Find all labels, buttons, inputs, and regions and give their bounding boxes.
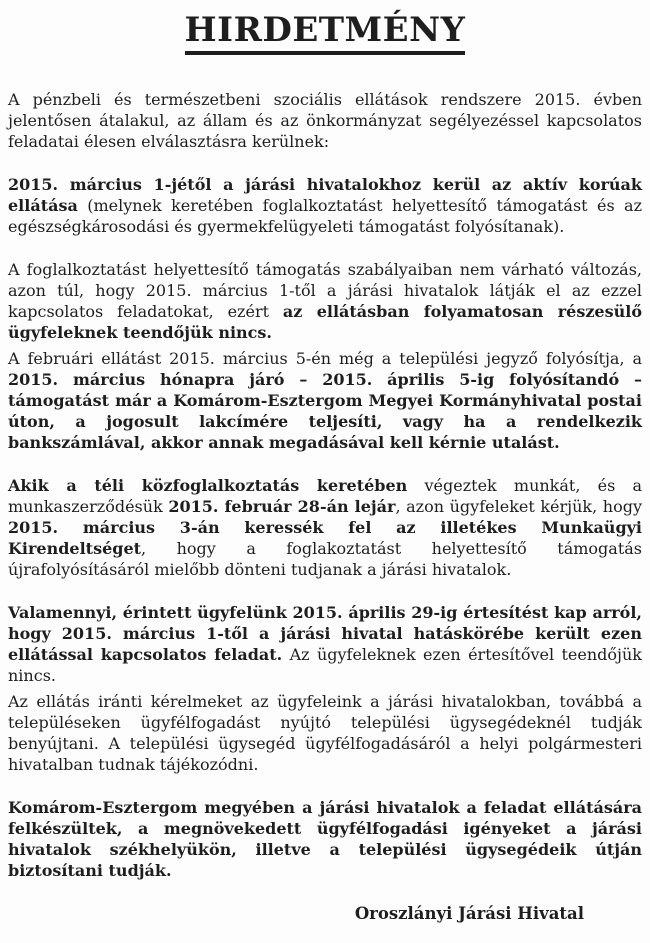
bold-text-run: Valamennyi, érintett ügyfelünk 2015. április 29-ig értesítést kap arról, hogy 2015. március 1-től a járási hivatal hatáskörébe került ezen ellátással kapcsolatos feladat. [8, 603, 642, 664]
paragraph-megyei-felkeszules [8, 797, 642, 881]
document-title-row [8, 10, 642, 55]
bold-text-run: 2015. március hónapra járó – 2015. április 5-ig folyósítandó – támogatást már a Komárom-Esztergom Megyei Kormányhivatal postai úton, a jogosult lakcímére teljesíti, vagy ha a rendelkezik bankszámlával, akkor annak megadásával kell kérnie utalást. [8, 370, 642, 452]
bold-text-run: 2015. március 3-án keressék fel az illetékes Munkaügyi Kirendeltséget [8, 518, 642, 558]
bold-text-run: Akik a téli közfoglalkoztatás keretében [8, 476, 408, 495]
paragraph-teli-kozfoglalkoztatas [8, 475, 642, 580]
text-run: Az ügyfeleknek ezen értesítővel teendőjük nincs. [8, 645, 642, 685]
text-run: (melynek keretében foglalkoztatást helyettesítő támogatást és az egészségkárosodási és gyermekfelügyeleti támogatást folyósítanak). [8, 196, 642, 236]
paragraph-fht-szabalyok [8, 259, 642, 343]
bold-text-run: 2015. február 28-án lejár [168, 497, 396, 516]
bold-text-run: 2015. március 1-jétől a járási hivatalokhoz kerül az aktív korúak ellátása [8, 175, 642, 215]
paragraph-februari-ellatas [8, 348, 642, 453]
paragraph-kerelmek-benyujtasa [8, 691, 642, 775]
bold-text-run: Komárom-Esztergom megyében a járási hivatalok a feladat ellátására felkészültek, a megnövekedett ügyfélfogadási igényeket a járási hivatalok székhelyükön, illetve a települési ügysegédeik útján biztosítani tudják. [8, 798, 642, 880]
signature: Oroszlányi Járási Hivatal [354, 904, 584, 923]
paragraph-intro [8, 89, 642, 152]
text-run: , hogy a foglakoztatást helyettesítő támogatás újrafolyósításáról mielőbb dönteni tudjanak a járási hivatalok. [8, 539, 642, 579]
text-run: A foglalkoztatást helyettesítő támogatás szabályaiban nem várható változás, azon túl, hogy 2015. március 1-től a járási hivatalok látják el az ezzel kapcsolatos feladatokat, ezért [8, 260, 642, 321]
document-body [8, 89, 642, 881]
text-run: Az ellátás iránti kérelmeket az ügyfeleink a járási hivatalokban, továbbá a településeken ügyfélfogadást nyújtó települési ügysegédeknél tudják benyújtani. A települési ügysegéd ügyfélfogadásáról a helyi polgármesteri hivatalban tudnak tájékozódni. [8, 692, 642, 774]
paragraph-aktiv-koruak-ellatasa [8, 174, 642, 237]
text-run: végeztek munkát, és a munkaszerződésük [8, 476, 642, 516]
text-run: , azon ügyfeleket kérjük, hogy [395, 497, 643, 516]
text-run: A februári ellátást 2015. március 5-én még a települési jegyző folyósítja, a [8, 349, 642, 368]
document-title: HIRDETMÉNY [185, 10, 466, 55]
text-run: A pénzbeli és természetbeni szociális ellátások rendszere 2015. évben jelentősen átalakul, az állam és az önkormányzat segélyezéssel kapcsolatos feladatai élesen elválasztásra kerülnek: [8, 90, 642, 151]
bold-text-run: az ellátásban folyamatosan részesülő ügyfeleknek teendőjük nincs. [8, 302, 642, 342]
paragraph-ertesites [8, 602, 642, 686]
